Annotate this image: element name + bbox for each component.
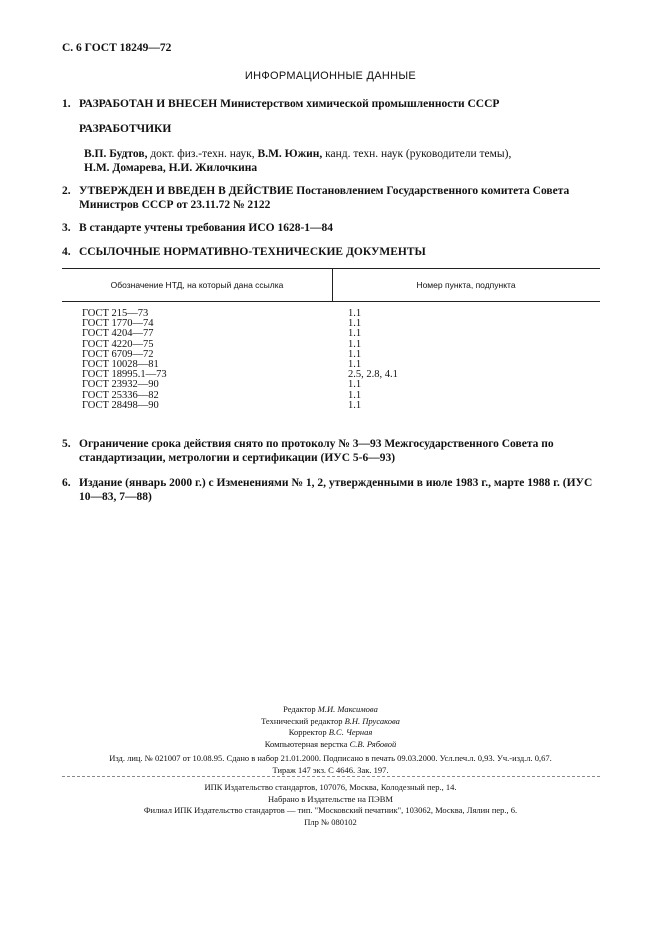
item-number: 2.: [62, 185, 71, 197]
item-1: [62, 97, 602, 111]
developer-name: В.М. Южин,: [257, 148, 323, 160]
item-text: РАЗРАБОТАН И ВНЕСЕН Министерством химической промышленности СССР: [79, 98, 500, 110]
item-2: [62, 184, 602, 212]
table-cell: ГОСТ 6709—72: [82, 348, 154, 360]
credit-name: В.С. Черная: [328, 727, 373, 737]
item-text: ССЫЛОЧНЫЕ НОРМАТИВНО-ТЕХНИЧЕСКИЕ ДОКУМЕНТЫ: [79, 246, 426, 258]
table-border: [62, 268, 600, 269]
imprint-line: Изд. лиц. № 021007 от 10.08.95. Сдано в набор 21.01.2000. Подписано в печать 09.03.2000. Усл.печ.л. 0,93. Уч.-изд.л. 0,67.: [109, 753, 552, 763]
table-cell: ГОСТ 23932—90: [82, 379, 159, 391]
imprint-line: ИПК Издательство стандартов, 107076, Москва, Колодезный пер., 14.: [204, 782, 457, 792]
item-text: Издание (январь 2000 г.) с Изменениями № 1, 2, утвержденными в июле 1983 г., марте 1988 г. (ИУС 10—83, 7—88): [79, 477, 593, 503]
developer-name: В.П. Будтов,: [84, 148, 148, 160]
table-column-clauses: [348, 309, 398, 411]
table-cell: 1.1: [348, 348, 362, 360]
table-cell: ГОСТ 18995.1—73: [82, 369, 167, 381]
developer-role: канд. техн. наук (руководители темы),: [322, 148, 512, 160]
item-6: [62, 476, 602, 504]
item-text: Ограничение срока действия снято по протоколу № 3—93 Межгосударственного Совета по стандартизации, метрологии и сертификации (ИУС 5-6—93): [79, 438, 554, 464]
credit-name: М.И. Максимова: [317, 704, 378, 714]
item-5: [62, 437, 602, 465]
table-cell: 1.1: [348, 379, 362, 391]
developer-role: докт. физ.-техн. наук,: [147, 148, 258, 160]
table-cell: ГОСТ 215—73: [82, 308, 149, 319]
imprint-line: Филиал ИПК Издательство стандартов — тип. "Московский печатник", 103062, Москва, Лялин пер., 6.: [143, 805, 518, 815]
credit-name: В.Н. Прусакова: [344, 715, 400, 726]
credit-label: Редактор: [283, 704, 318, 714]
item-3: [62, 221, 602, 235]
table-column-documents: [82, 309, 167, 411]
imprint-line: Плр № 080102: [304, 816, 357, 827]
imprint-credits: [0, 704, 661, 750]
section-title: ИНФОРМАЦИОННЫЕ ДАННЫЕ: [244, 70, 417, 82]
table-cell: 2.5, 2.8, 4.1: [348, 369, 398, 381]
imprint-publisher: [0, 782, 661, 828]
table-header-document: Обозначение НТД, на который дана ссылка: [110, 280, 284, 290]
page-header: С. 6 ГОСТ 18249—72: [62, 42, 172, 54]
table-header-clause: Номер пункта, подпункта: [416, 280, 516, 290]
item-number: 1.: [62, 98, 71, 110]
table-cell: 1.1: [348, 389, 362, 401]
item-text: В стандарте учтены требования ИСО 1628-1—84: [79, 222, 334, 234]
table-cell: ГОСТ 4204—77: [82, 328, 154, 340]
item-number: 3.: [62, 222, 71, 234]
credit-name: С.В. Рябовой: [349, 738, 397, 749]
item-4: [62, 245, 602, 259]
separator: [62, 776, 600, 777]
table-cell: ГОСТ 10028—81: [82, 359, 159, 371]
table-cell: 1.1: [348, 359, 362, 371]
table-cell: 1.1: [348, 338, 362, 350]
developer-names: Н.М. Домарева, Н.И. Жилочкина: [84, 162, 258, 174]
credit-label: Технический редактор: [261, 715, 345, 726]
table-cell: ГОСТ 1770—74: [82, 318, 154, 330]
item-number: 4.: [62, 246, 71, 258]
table-cell: ГОСТ 4220—75: [82, 338, 154, 350]
developers-list: [84, 147, 602, 175]
table-border: [62, 301, 600, 302]
table-cell: ГОСТ 25336—82: [82, 389, 159, 401]
table-cell: ГОСТ 28498—90: [82, 399, 159, 411]
credit-label: Корректор: [288, 727, 329, 737]
imprint-details: [0, 753, 661, 776]
table-cell: 1.1: [348, 318, 362, 330]
table-cell: 1.1: [348, 328, 362, 340]
item-number: 6.: [62, 477, 71, 489]
imprint-line: Набрано в Издательстве на ПЭВМ: [268, 793, 393, 804]
item-number: 5.: [62, 438, 71, 450]
credit-label: Компьютерная верстка: [264, 738, 350, 749]
imprint-line: Тираж 147 экз. С 4646. Зак. 197.: [272, 764, 389, 775]
table-cell: 1.1: [348, 308, 362, 319]
developers-heading: РАЗРАБОТЧИКИ: [79, 123, 172, 135]
item-text: УТВЕРЖДЕН И ВВЕДЕН В ДЕЙСТВИЕ Постановлением Государственного комитета Совета Министров СССР от 23.11.72 № 2122: [79, 185, 570, 211]
table-cell: 1.1: [348, 399, 362, 411]
